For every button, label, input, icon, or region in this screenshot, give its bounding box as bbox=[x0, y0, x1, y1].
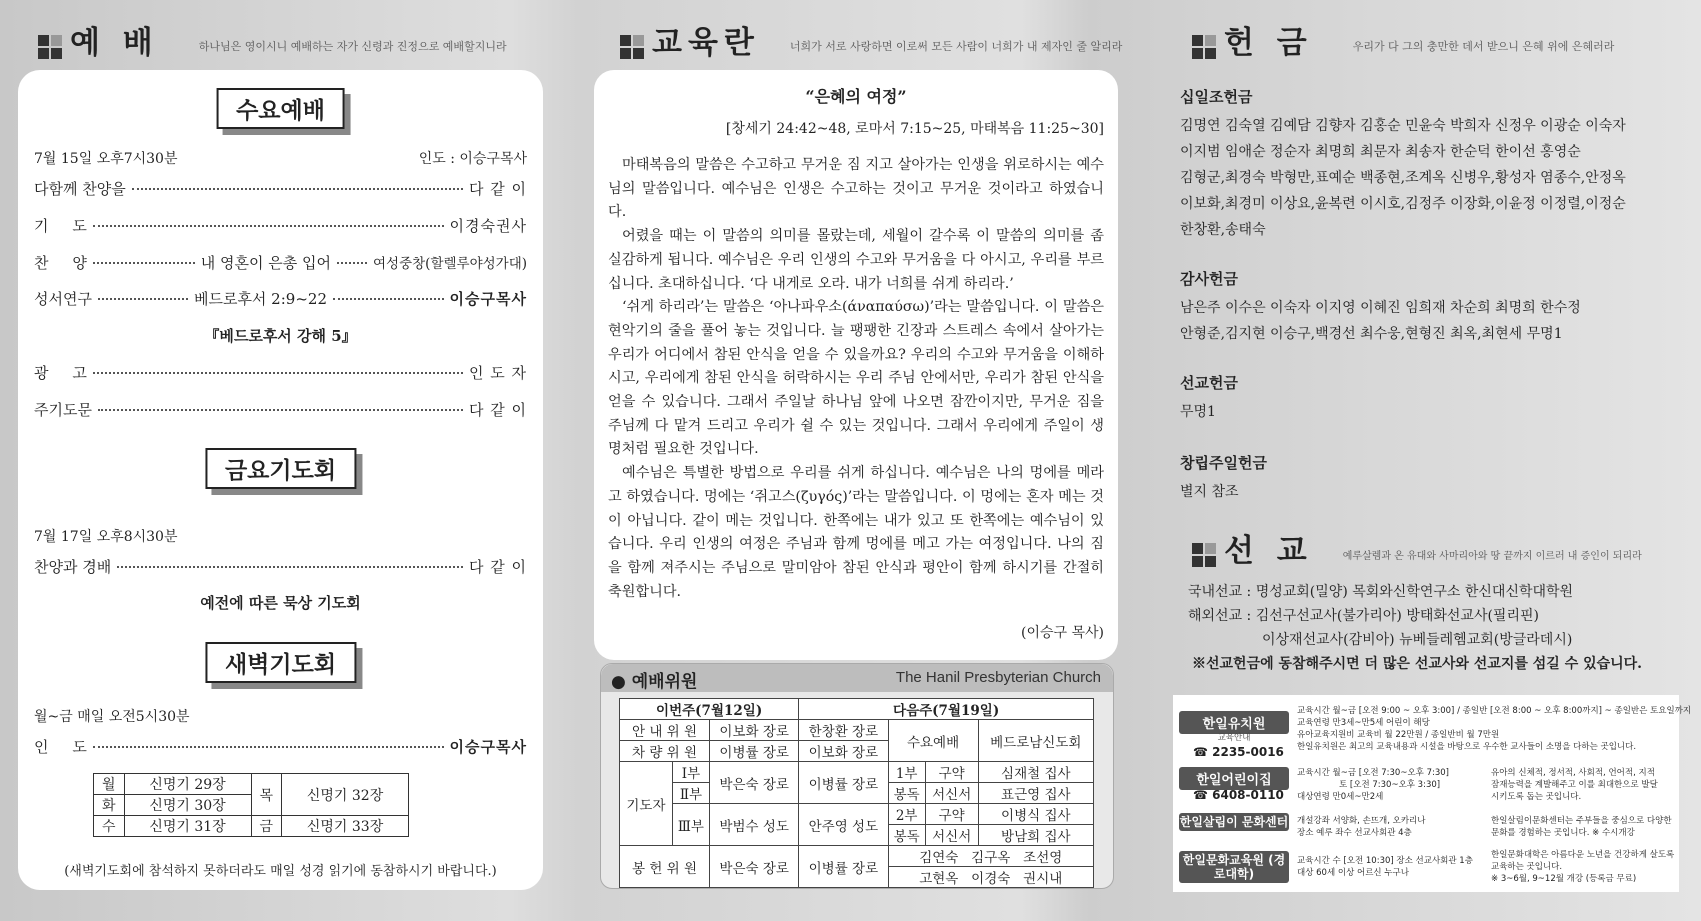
scripture: [창세기 24:42~48, 로마서 7:15~25, 마태복음 11:25~30] bbox=[725, 121, 1104, 137]
dawn-reading-table: 월 신명기 29장 목 신명기 32장 화 신명기 30장 수 신명기 31장 금 신명기 33장 bbox=[93, 773, 409, 837]
sermon-author: (이승구 목사) bbox=[1021, 625, 1104, 641]
education-title: 교육란 bbox=[652, 25, 760, 61]
senior-college-badge: 한일문화교육원 (경로대학) bbox=[1179, 851, 1289, 883]
order-row: 찬양과 경배 다 같 이 bbox=[34, 558, 527, 576]
dawn-note: (새벽기도회에 참석하지 못하더라도 매일 성경 읽기에 동참하시기 바랍니다.) bbox=[64, 864, 497, 879]
mission-header bbox=[1192, 530, 1642, 570]
order-row: 기 도 이경숙권사 bbox=[34, 217, 527, 235]
mission-offering-group: 선교헌금 무명1 bbox=[1180, 374, 1238, 420]
friday-date: 7월 17일 오후8시30분 bbox=[34, 529, 178, 545]
dawn-date: 월~금 매일 오전5시30분 bbox=[34, 709, 190, 725]
mission-subtitle: 예루살렘과 온 유대와 사마리아와 땅 끝까지 이르러 내 증인이 되리라 bbox=[1342, 551, 1642, 562]
daycare-badge: 한일어린이집 bbox=[1179, 767, 1289, 790]
committee-table: 이번주(7월12일) 다음주(7월19일) 안 내 위 원 이보화 장로 한창환 장로 수요예배 베드로남신도회 차 량 위 원 이병률 장로 이보화 장로 기도자 Ⅰ부 박은숙 장로 이병률 장로 1부 구약 심재철 집사 Ⅱ부 봉독 서신서 표근영 집사 Ⅲ부 박범수 성도 안주영 성도 2부 구약 이병식 집사 봉독 서신서 방남희 집사 봉 헌 위 원 박은숙 장로 이병률 장로 김연숙 김구옥 조선영 고현옥 이경숙 권시내 bbox=[619, 698, 1094, 888]
education-subtitle: 너희가 서로 사랑하면 이로써 모든 사람이 너희가 내 제자인 줄 알리라 bbox=[789, 40, 1123, 53]
wednesday-date: 7월 15일 오후7시30분 bbox=[34, 151, 178, 167]
order-row: 찬 양 내 영혼이 은총 입어 여성중창(할렐루야성가대) bbox=[34, 254, 527, 272]
worship-header bbox=[38, 22, 507, 62]
friday-note: 예전에 따른 묵상 기도회 bbox=[200, 594, 361, 612]
sermon-series: 『베드로후서 강해 5』 bbox=[204, 327, 357, 345]
order-row: 주기도문 다 같 이 bbox=[34, 401, 527, 419]
education-header bbox=[620, 22, 1122, 62]
sermon-paragraph: 마태복음의 말씀은 수고하고 무거운 짐 지고 살아가는 인생을 위로하시는 예수님의 말씀입니다. 예수님은 인생은 수고하는 것이고 무거운 것이라고 하였습니다. bbox=[608, 157, 1104, 221]
order-row: 인 도 이승구목사 bbox=[34, 738, 527, 756]
order-row: 성서연구 베드로후서 2:9~22 이승구목사 bbox=[34, 290, 527, 308]
sermon-paragraph: ‘쉬게 하리라’는 말씀은 ‘아나파우소(άναπαύσω)’라는 말씀입니다. 이 말씀은 현악기의 줄을 풀어 놓는 것입니다. 늘 팽팽한 긴장과 스트레스 속에서 살아가는 우리가 어디에서 참된 안식을 얻을 수 있을까요? 우리의 수고와 무거움을 이해하시고, 우리에게 참된 안식을 허락하시는 우리 주님 안에서만, 우리가 참된 안식을 얻을 수 있습니다. 그래서 주일날 하나님 앞에 나오면 잠깐이지만, 무거운 짐을 주님께 다 맡겨 드리고 우리가 쉴 수 있는 것입니다. 그래서 우리에게 주일이 생명처럼 필요한 것입니다. bbox=[608, 299, 1104, 458]
friday-prayer-title: 금요기도회 bbox=[205, 448, 356, 489]
offering-title: 헌 금 bbox=[1224, 25, 1313, 61]
order-row: 광 고 인 도 자 bbox=[34, 364, 527, 382]
sermon-paragraph: 어렸을 때는 이 말씀의 의미를 몰랐는데, 세월이 갈수록 이 말씀의 의미를 좀 실감하게 됩니다. 예수님은 우리 인생의 수고와 무거움을 다 아시고, 우리를 부르십니다. 초대하십니다. ‘다 내게로 오라. 내가 너희를 쉬게 하리라.’ bbox=[608, 228, 1104, 292]
square-icon bbox=[38, 35, 62, 59]
dawn-prayer-title: 새벽기도회 bbox=[205, 642, 356, 683]
church-name: The Hanil Presbyterian Church bbox=[895, 669, 1101, 686]
square-icon bbox=[1192, 35, 1216, 59]
worship-subtitle: 하나님은 영이시니 예배하는 자가 신령과 진정으로 예배할지니라 bbox=[198, 40, 507, 53]
sermon-title: “은혜의 여정” bbox=[805, 87, 907, 106]
institutions-box: 한일유치원 교육안내 ☎ 2235-0016 교육시간 월~금 [오전 9:00 ~ 오후 3:00] / 종일반 [오전 8:00 ~ 오후 8:00까지] ~ 종일반은 토요일까지 교육연령 만3세~만5세 어린이 해당 유아교육지원비 교육비 월 22만원 / 종일반비 월 7만원 한일유치원은 최고의 교육내용과 시설을 바탕으로 우수한 교사들이 소명을 다하는 곳입니다. 한일어린이집 ☎ 6408-0110 교육시간 월~금 [오전 7:30~오후 7:30] 토 [오전 7:30~오후 3:30] 대상연령 만0세~만2세 유아의 신체적, 정서적, 사회적, 언어적, 지적 잠재능력을 계발해주고 이를 최대한으로 발달 시키도록 돕는 곳입니다. 한일살림이 문화센터 개설강좌 서양화, 손뜨개, 오카리나 장소 예루 좌수 선교사회관 4층 한일살림이문화센터는 주부들을 중심으로 다양한 문화를 경험하는 곳입니다. ※ 수시개강 한일문화교육원 (경로대학) 교육시간 수 [오전 10:30] 장소 선교사회관 1층 대상 60세 이상 어르신 누구나 한일문화대학은 아름다운 노년을 건강하게 살도록 교육하는 곳입니다. ※ 3~6월, 9~12월 개강 (등록금 무료) bbox=[1173, 695, 1679, 892]
square-icon bbox=[1192, 543, 1216, 567]
worship-title: 예 배 bbox=[70, 25, 159, 61]
education-panel bbox=[594, 70, 1118, 660]
square-icon bbox=[620, 35, 644, 59]
committee-header bbox=[601, 664, 1113, 692]
committee-title: ● 예배위원 bbox=[611, 672, 698, 692]
founding-offering-group: 창립주일헌금 별지 참조 bbox=[1180, 454, 1267, 500]
offering-header bbox=[1192, 22, 1614, 62]
mission-title: 선 교 bbox=[1224, 533, 1313, 569]
kindergarten-badge: 한일유치원 bbox=[1179, 711, 1289, 734]
wednesday-service-title: 수요예배 bbox=[216, 88, 345, 129]
order-row: 다함께 찬양을 다 같 이 bbox=[34, 180, 527, 198]
offering-subtitle: 우리가 다 그의 충만한 데서 받으니 은혜 위에 은혜러라 bbox=[1352, 40, 1615, 53]
thanks-group: 감사헌금 남은주 이수은 이숙자 이지영 이혜진 임희재 차순희 최명희 한수정 안형준,김지현 이승구,백경선 최수웅,현형진 최옥,최현세 무명1 bbox=[1180, 270, 1581, 342]
committee-box bbox=[600, 663, 1114, 889]
tithe-group: 십일조헌금 김명연 김숙열 김예담 김향자 김홍순 민윤숙 박희자 신정우 이광순 이숙자 이지범 임애순 정순자 최명희 최문자 최송자 한순덕 한이선 홍영순 김형군,최경숙 박형만,표예순 백종현,조계옥 신병우,황성자 염종수,안정옥 이보화,최경미 이상요,윤복련 이시호,김정주 이장화,이윤정 이정렬,이정순 한창환,송태숙 bbox=[1180, 88, 1626, 238]
culture-center-badge: 한일살림이 문화센터 bbox=[1179, 815, 1289, 829]
wednesday-leader: 인도 : 이승구목사 bbox=[418, 151, 527, 167]
mission-list: 국내선교 : 명성교회(밀양) 목회와신학연구소 한신대신학대학원 해외선교 : 김선구선교사(불가리아) 방태화선교사(필리핀) 이상재선교사(감비아) 뉴베들레헴교회(방글라데시) ※선교헌금에 동참해주시면 더 많은 선교사와 선교지를 섬길 수 있습니다. bbox=[1188, 584, 1643, 672]
worship-panel bbox=[18, 70, 543, 890]
sermon-body bbox=[608, 154, 1104, 604]
sermon-paragraph: 예수님은 특별한 방법으로 우리를 쉬게 하십니다. 예수님은 나의 멍에를 메라고 하였습니다. 멍에는 ‘쥐고스(ζυγός)’라는 말씀입니다. 이 멍에는 혼자 메는 것이 아닙니다. 같이 메는 것입니다. 한쪽에는 내가 있고 또 한쪽에는 예수님이 있습니다. 우리 인생의 여정은 주님과 함께 멍에를 메고 가는 여정입니다. 나의 짐을 함께 져주시는 주님으로 말미암아 참된 안식과 평안이 함께 하시기를 간절히 축원합니다. bbox=[608, 465, 1104, 600]
